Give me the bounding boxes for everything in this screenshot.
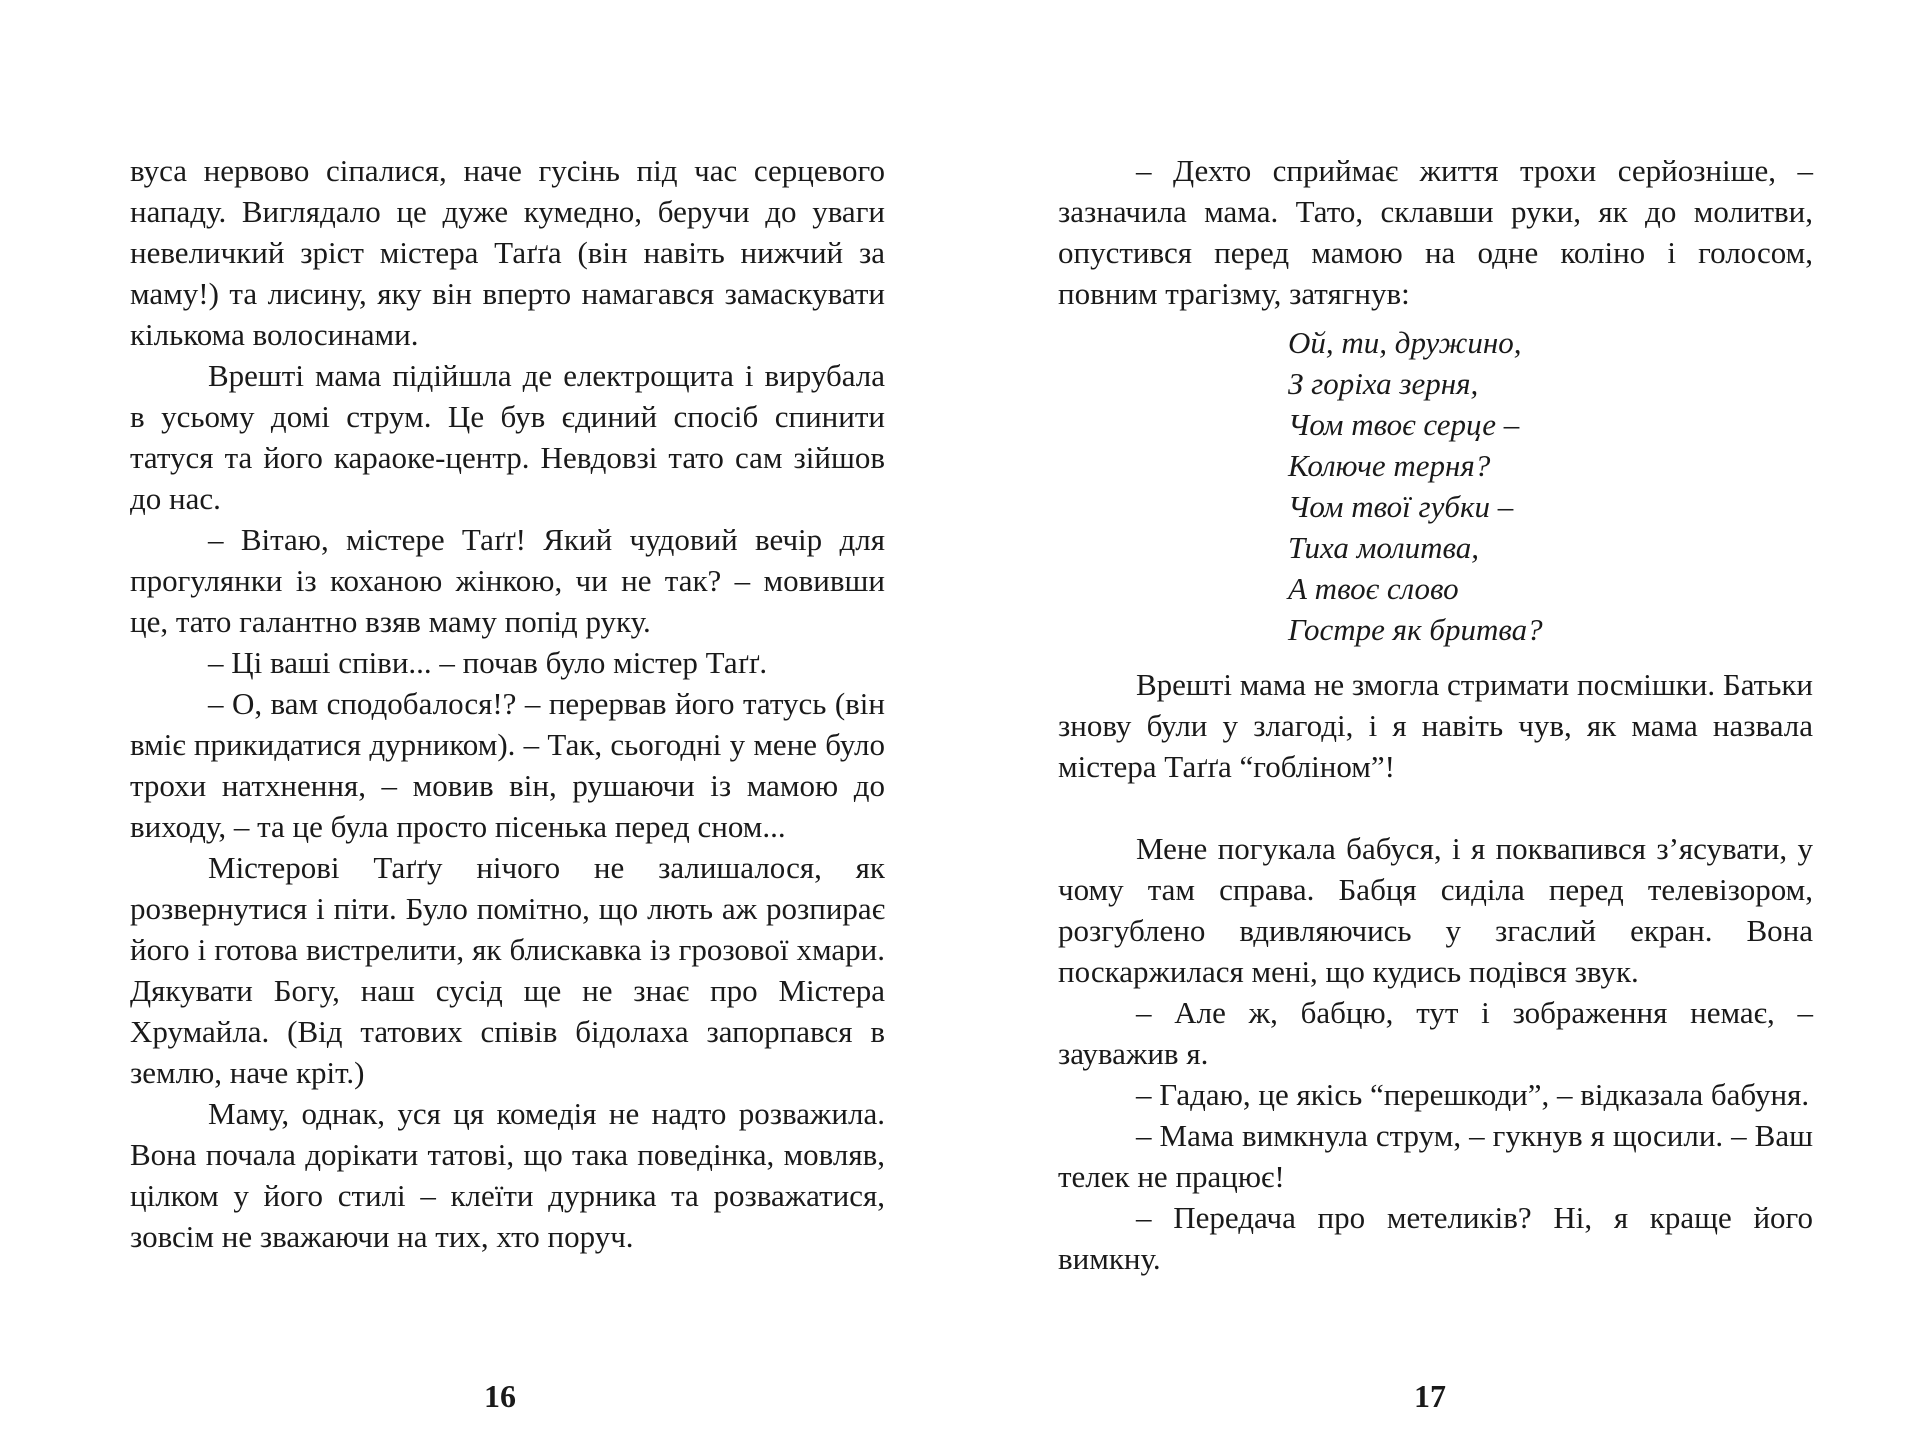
paragraph: – Гадаю, це якісь “перешкоди”, – відказала бабуня. <box>1136 1077 1810 1112</box>
verse-line: Гостре як бритва? <box>1288 612 1543 647</box>
right-page-text <box>1058 150 1813 1279</box>
verse-line: А твоє слово <box>1288 571 1459 606</box>
paragraph: – Але ж, бабцю, тут і зображення немає, – зауважив я. <box>1058 995 1813 1071</box>
paragraph: – О, вам сподобалося!? – перервав його татусь (він вміє прикидатися дурником). – Так, сьогодні у мене було трохи натхнення, – мовив він, рушаючи із мамою до виходу, – та це була просто пісенька перед сном... <box>130 686 885 844</box>
page-number-left: 16 <box>484 1378 516 1414</box>
verse-line: Колюче терня? <box>1288 448 1491 483</box>
paragraph: Врешті мама не змогла стримати посмішки. Батьки знову були у злагоді, і я навіть чув, як мама назвала містера Таґґа “гобліном”! <box>1058 667 1813 784</box>
paragraph: Містерові Таґґу нічого не залишалося, як розвернутися і піти. Було помітно, що лють аж розпирає його і готова вистрелити, як блискавка із грозової хмари. Дякувати Богу, наш сусід ще не знає про Містера Хрумайла. (Від татових співів бідолаха запорпався в землю, наче кріт.) <box>130 850 885 1090</box>
paragraph: – Вітаю, містере Таґґ! Який чудовий вечір для прогулянки із коханою жінкою, чи не так? – мовивши це, тато галантно взяв маму попід руку. <box>130 522 885 639</box>
left-page-text <box>130 150 885 1257</box>
poem-verse <box>1288 322 1813 650</box>
paragraph: – Дехто сприймає життя трохи серйозніше, – зазначила мама. Тато, склавши руки, як до молитви, опустився перед мамою на одне коліно і голосом, повним трагізму, затягнув: <box>1058 153 1813 311</box>
verse-line: Чом твої губки – <box>1288 489 1514 524</box>
verse-line: Тиха молитва, <box>1288 530 1480 565</box>
paragraph: Врешті мама підійшла де електрощита і вирубала в усьому домі струм. Це був єдиний спосіб спинити татуся та його караоке-центр. Невдовзі тато сам зійшов до нас. <box>130 358 885 516</box>
paragraph: вуса нервово сіпалися, наче гусінь під час серцевого нападу. Виглядало це дуже кумедно, беручи до уваги невеличкий зріст містера Таґґа (він навіть нижчий за маму!) та лисину, яку він вперто намагався замаскувати кількома волосинами. <box>130 153 885 352</box>
paragraph: Мене погукала бабуся, і я поквапився з’ясувати, у чому там справа. Бабця сиділа перед телевізором, розгублено вдивляючись у згаслий екран. Вона поскаржилася мені, що кудись подівся звук. <box>1058 831 1813 989</box>
paragraph: – Ці ваші співи... – почав було містер Таґґ. <box>208 645 768 680</box>
right-page <box>960 0 1920 1449</box>
page-number-right: 17 <box>1414 1378 1446 1414</box>
paragraph: – Мама вимкнула струм, – гукнув я щосили. – Ваш телек не працює! <box>1058 1118 1813 1194</box>
verse-line: Чом твоє серце – <box>1288 407 1520 442</box>
verse-line: З горіха зерня, <box>1288 366 1479 401</box>
paragraph: – Передача про метеликів? Ні, я краще його вимкну. <box>1058 1200 1813 1276</box>
paragraph: Маму, однак, уся ця комедія не надто розважила. Вона почала дорікати татові, що така поведінка, мовляв, цілком у його стилі – клеїти дурника та розважатися, зовсім не зважаючи на тих, хто поруч. <box>130 1096 885 1254</box>
verse-line: Ой, ти, дружино, <box>1288 325 1522 360</box>
